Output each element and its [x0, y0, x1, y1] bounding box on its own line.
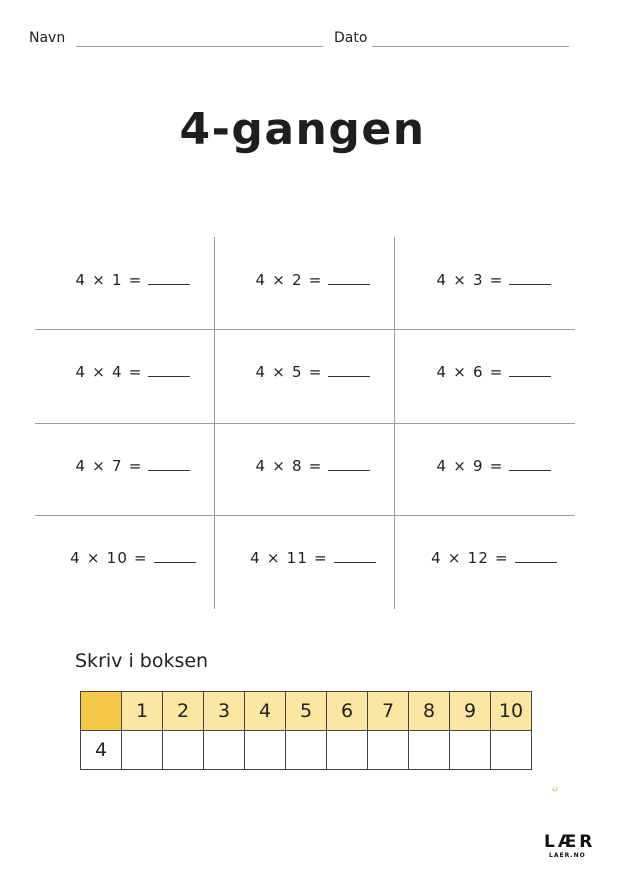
- column-header: 6: [327, 692, 368, 731]
- answer-blank[interactable]: [515, 550, 557, 563]
- date-label: Dato: [334, 30, 368, 46]
- answer-blank[interactable]: [328, 364, 370, 377]
- answer-box[interactable]: [286, 731, 327, 770]
- answer-blank[interactable]: [509, 458, 551, 471]
- column-header: 10: [491, 692, 532, 731]
- answer-box[interactable]: [491, 731, 532, 770]
- answer-box[interactable]: [163, 731, 204, 770]
- problem-text: 4 × 8 =: [255, 457, 323, 475]
- problem-cell: [43, 457, 223, 475]
- page-title: 4-gangen: [179, 104, 426, 155]
- column-header: 1: [122, 692, 163, 731]
- column-header: 5: [286, 692, 327, 731]
- problem-cell: [223, 549, 403, 567]
- date-line: [372, 46, 569, 47]
- problem-text: 4 × 3 =: [436, 271, 504, 289]
- answer-blank[interactable]: [148, 458, 190, 471]
- problem-text: 4 × 1 =: [75, 271, 143, 289]
- answer-blank[interactable]: [509, 272, 551, 285]
- problem-text: 4 × 6 =: [436, 363, 504, 381]
- problem-text: 4 × 9 =: [436, 457, 504, 475]
- grid-divider: [35, 329, 575, 330]
- answer-blank[interactable]: [148, 364, 190, 377]
- laer-logo: LÆR: [544, 832, 596, 852]
- answer-box[interactable]: [409, 731, 450, 770]
- problem-cell: [223, 363, 403, 381]
- problem-cell: [404, 363, 584, 381]
- table-row: [81, 731, 532, 770]
- problem-text: 4 × 5 =: [255, 363, 323, 381]
- answer-box[interactable]: [122, 731, 163, 770]
- problem-text: 4 × 4 =: [75, 363, 143, 381]
- problem-cell: [404, 549, 584, 567]
- answer-blank[interactable]: [154, 550, 196, 563]
- problem-text: 4 × 11 =: [250, 549, 328, 567]
- problem-cell: [404, 271, 584, 289]
- column-header: 2: [163, 692, 204, 731]
- answer-blank[interactable]: [328, 272, 370, 285]
- small-mark: ن: [552, 783, 558, 792]
- answer-blank[interactable]: [328, 458, 370, 471]
- problem-text: 4 × 7 =: [75, 457, 143, 475]
- grid-divider: [35, 423, 575, 424]
- column-header: 4: [245, 692, 286, 731]
- column-header: 8: [409, 692, 450, 731]
- answer-box[interactable]: [450, 731, 491, 770]
- problem-cell: [43, 549, 223, 567]
- problem-cell: [223, 457, 403, 475]
- column-header: 9: [450, 692, 491, 731]
- answer-blank[interactable]: [509, 364, 551, 377]
- row-label: 4: [81, 731, 122, 770]
- answer-box[interactable]: [327, 731, 368, 770]
- name-label: Navn: [29, 30, 66, 46]
- table-header-row: [81, 692, 532, 731]
- name-line: [76, 46, 323, 47]
- corner-cell: [81, 692, 122, 731]
- problem-text: 4 × 10 =: [70, 549, 148, 567]
- multiplication-box-table: [80, 691, 532, 770]
- answer-blank[interactable]: [148, 272, 190, 285]
- column-header: 7: [368, 692, 409, 731]
- grid-divider: [35, 515, 575, 516]
- problem-cell: [43, 363, 223, 381]
- answer-blank[interactable]: [334, 550, 376, 563]
- problem-cell: [43, 271, 223, 289]
- problem-cell: [223, 271, 403, 289]
- problem-text: 4 × 12 =: [431, 549, 509, 567]
- box-section-heading: Skriv i boksen: [75, 650, 209, 672]
- problem-text: 4 × 2 =: [255, 271, 323, 289]
- laer-logo-url: LAER.NO: [549, 852, 586, 859]
- column-header: 3: [204, 692, 245, 731]
- answer-box[interactable]: [204, 731, 245, 770]
- answer-box[interactable]: [245, 731, 286, 770]
- answer-box[interactable]: [368, 731, 409, 770]
- problem-cell: [404, 457, 584, 475]
